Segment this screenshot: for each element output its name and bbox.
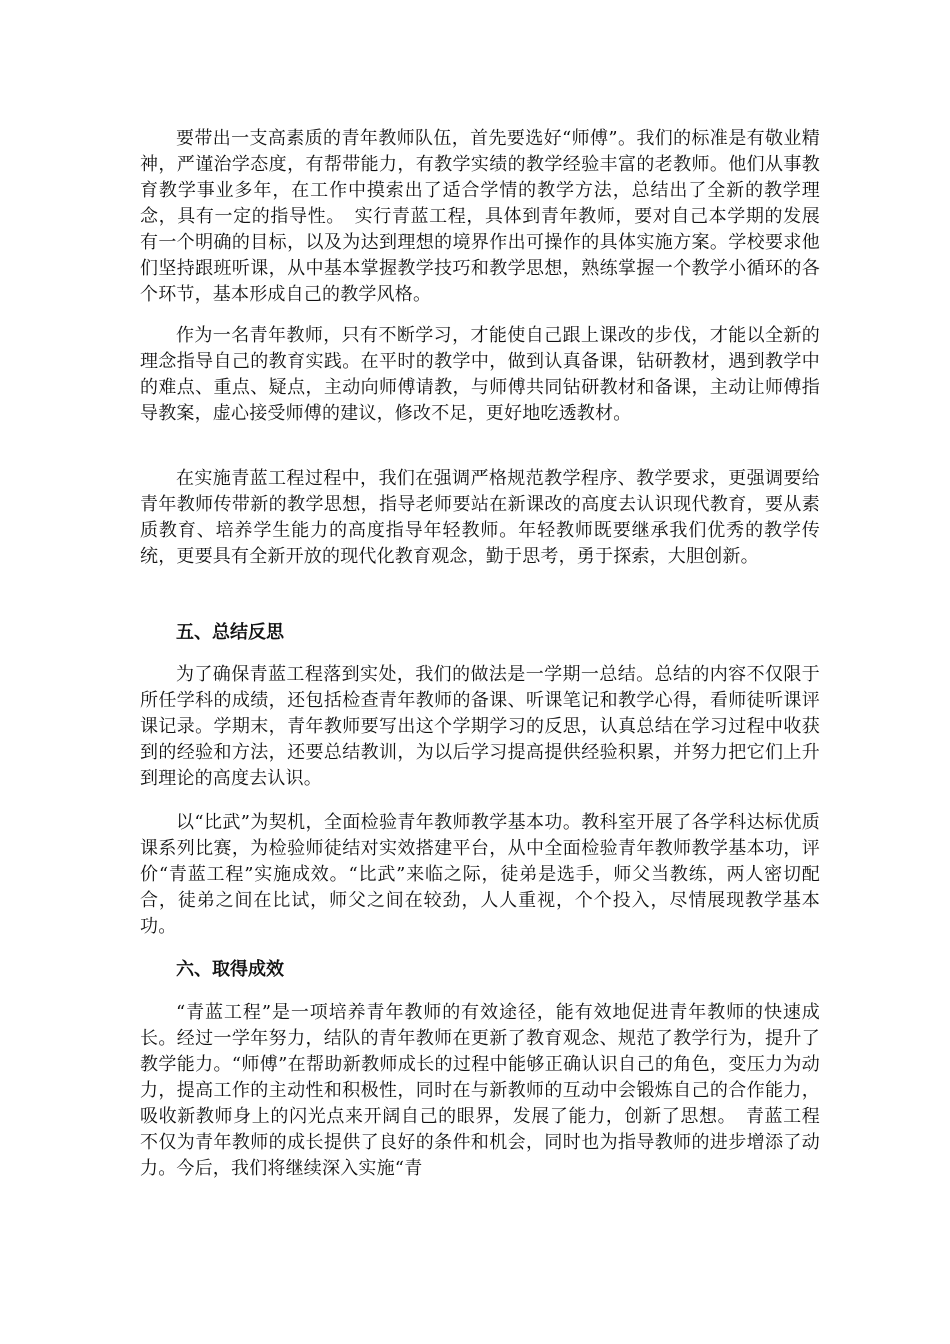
section-heading: 五、总结反思 [176, 622, 284, 643]
body-paragraph: 以“比武”为契机，全面检验青年教师教学基本功。教科室开展了各学科达标优质课系列比赛，为检验师徒结对实效搭建平台，从中全面检验青年教师教学基本功，评价“青蓝工程”实施成效。“比武”来临之际，徒弟是选手，师父当教练，两人密切配合，徒弟之间在比试，师父之间在较劲，人人重视，个个投入，尽情展现教学基本功。 [140, 812, 820, 937]
section-heading: 六、取得成效 [176, 959, 284, 980]
body-paragraph: 在实施青蓝工程过程中，我们在强调严格规范教学程序、教学要求，更强调要给青年教师传带新的教学思想，指导老师要站在新课改的高度去认识现代教育，要从素质教育、培养学生能力的高度指导年轻教师。年轻教师既要继承我们优秀的教学传统，更要具有全新开放的现代化教育观念，勤于思考，勇于探索，大胆创新。 [140, 468, 820, 567]
body-paragraph: 为了确保青蓝工程落到实处，我们的做法是一学期一总结。总结的内容不仅限于所任学科的成绩，还包括检查青年教师的备课、听课笔记和教学心得，看师徒听课评课记录。学期末，青年教师要写出这个学期学习的反思，认真总结在学习过程中收获到的经验和方法，还要总结教训，为以后学习提高提供经验积累，并努力把它们上升到理论的高度去认识。 [140, 664, 820, 789]
body-paragraph: 作为一名青年教师，只有不断学习，才能使自己跟上课改的步伐，才能以全新的理念指导自己的教育实践。在平时的教学中，做到认真备课，钻研教材，遇到教学中的难点、重点、疑点，主动向师傅请教，与师傅共同钻研教材和备课，主动让师傅指导教案，虚心接受师傅的建议，修改不足，更好地吃透教材。 [140, 325, 820, 424]
body-paragraph: 要带出一支高素质的青年教师队伍，首先要选好“师傅”。我们的标准是有敬业精神，严谨治学态度，有帮带能力，有教学实绩的教学经验丰富的老教师。他们从事教育教学事业多年，在工作中摸索出了适合学情的教学方法，总结出了全新的教学理念，具有一定的指导性。 实行青蓝工程，具体到青年教师，要对自己本学期的发展有一个明确的目标，以及为达到理想的境界作出可操作的具体实施方案。学校要求他们坚持跟班听课，从中基本掌握教学技巧和教学思想，熟练掌握一个教学小循环的各个环节，基本形成自己的教学风格。 [140, 128, 820, 305]
body-paragraph: “青蓝工程”是一项培养青年教师的有效途径，能有效地促进青年教师的快速成长。经过一学年努力，结队的青年教师在更新了教育观念、规范了教学行为，提升了教学能力。“师傅”在帮助新教师成长的过程中能够正确认识自己的角色，变压力为动力，提高工作的主动性和积极性，同时在与新教师的互动中会锻炼自己的合作能力，吸收新教师身上的闪光点来开阔自己的眼界，发展了能力，创新了思想。 青蓝工程不仅为青年教师的成长提供了良好的条件和机会，同时也为指导教师的进步增添了动力。今后，我们将继续深入实施“青 [140, 1002, 820, 1179]
